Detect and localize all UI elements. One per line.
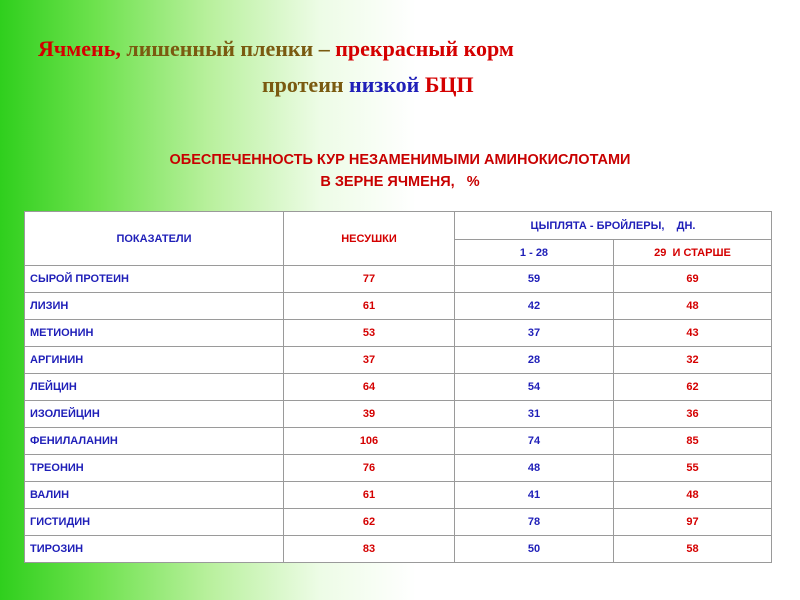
cell-layers: 61	[284, 482, 455, 509]
cell-broilers-1-28: 28	[455, 347, 614, 374]
row-name: ЛИЗИН	[25, 293, 284, 320]
header-age-29-plus: 29 И СТАРШЕ	[614, 240, 772, 266]
cell-broilers-1-28: 41	[455, 482, 614, 509]
cell-broilers-1-28: 54	[455, 374, 614, 401]
cell-broilers-1-28: 59	[455, 266, 614, 293]
cell-layers: 53	[284, 320, 455, 347]
row-name: ВАЛИН	[25, 482, 284, 509]
cell-layers: 61	[284, 293, 455, 320]
row-name: СЫРОЙ ПРОТЕИН	[25, 266, 284, 293]
row-name: ТИРОЗИН	[25, 536, 284, 563]
cell-layers: 64	[284, 374, 455, 401]
cell-layers: 83	[284, 536, 455, 563]
table-row	[25, 293, 772, 320]
header-indicators: ПОКАЗАТЕЛИ	[25, 212, 284, 266]
row-name: ТРЕОНИН	[25, 455, 284, 482]
table-row	[25, 401, 772, 428]
table-row	[25, 347, 772, 374]
cell-broilers-1-28: 50	[455, 536, 614, 563]
amino-acid-table	[24, 211, 772, 563]
cell-layers: 76	[284, 455, 455, 482]
cell-broilers-29-plus: 32	[614, 347, 772, 374]
table-row	[25, 455, 772, 482]
table-row	[25, 482, 772, 509]
header-layers: НЕСУШКИ	[284, 212, 455, 266]
cell-layers: 37	[284, 347, 455, 374]
table-row	[25, 536, 772, 563]
cell-broilers-1-28: 37	[455, 320, 614, 347]
cell-broilers-29-plus: 36	[614, 401, 772, 428]
row-name: МЕТИОНИН	[25, 320, 284, 347]
title-protein: протеин	[262, 72, 344, 97]
table-heading-line2: В ЗЕРНЕ ЯЧМЕНЯ, %	[320, 174, 480, 190]
table-row	[25, 266, 772, 293]
title-hulless: лишенный пленки –	[126, 36, 330, 61]
title-excellent-feed: прекрасный корм	[335, 36, 514, 61]
cell-broilers-1-28: 42	[455, 293, 614, 320]
table-row	[25, 320, 772, 347]
cell-layers: 62	[284, 509, 455, 536]
table-heading-line1: ОБЕСПЕЧЕННОСТЬ КУР НЕЗАМЕНИМЫМИ АМИНОКИСЛОТАМИ	[169, 152, 631, 168]
table-row	[25, 374, 772, 401]
cell-broilers-29-plus: 43	[614, 320, 772, 347]
cell-broilers-29-plus: 55	[614, 455, 772, 482]
cell-broilers-29-plus: 58	[614, 536, 772, 563]
slide-title-line1	[38, 36, 514, 62]
row-name: ЛЕЙЦИН	[25, 374, 284, 401]
cell-broilers-29-plus: 62	[614, 374, 772, 401]
cell-layers: 39	[284, 401, 455, 428]
header-broilers: ЦЫПЛЯТА - БРОЙЛЕРЫ, ДН.	[455, 212, 772, 240]
row-name: ГИСТИДИН	[25, 509, 284, 536]
title-low: низкой	[349, 72, 420, 97]
cell-broilers-29-plus: 69	[614, 266, 772, 293]
header-age-1-28: 1 - 28	[455, 240, 614, 266]
cell-broilers-29-plus: 48	[614, 293, 772, 320]
row-name: ФЕНИЛАЛАНИН	[25, 428, 284, 455]
cell-layers: 106	[284, 428, 455, 455]
cell-broilers-29-plus: 85	[614, 428, 772, 455]
row-name: АРГИНИН	[25, 347, 284, 374]
title-barley: Ячмень,	[38, 36, 121, 61]
row-name: ИЗОЛЕЙЦИН	[25, 401, 284, 428]
table-row	[25, 509, 772, 536]
cell-broilers-29-plus: 48	[614, 482, 772, 509]
cell-broilers-29-plus: 97	[614, 509, 772, 536]
cell-layers: 77	[284, 266, 455, 293]
cell-broilers-1-28: 74	[455, 428, 614, 455]
table-body	[25, 266, 772, 563]
cell-broilers-1-28: 31	[455, 401, 614, 428]
title-bcp: БЦП	[424, 72, 474, 97]
slide-title-line2	[262, 72, 474, 98]
cell-broilers-1-28: 78	[455, 509, 614, 536]
cell-broilers-1-28: 48	[455, 455, 614, 482]
table-row	[25, 428, 772, 455]
